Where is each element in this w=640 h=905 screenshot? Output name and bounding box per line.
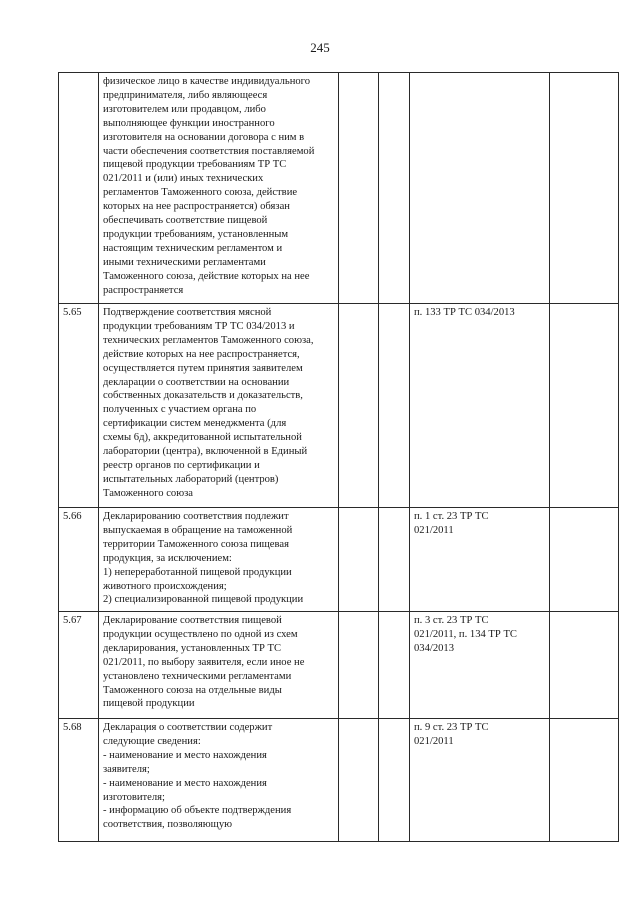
requirement-line: территории Таможенного союза пищевая	[103, 538, 289, 550]
requirement-line: физическое лицо в качестве индивидуального	[103, 76, 311, 87]
requirement-text	[99, 508, 339, 612]
requirement-line: реестр органов по сертификации и	[103, 459, 260, 471]
requirement-line: Декларация о соответствии содержит	[103, 722, 273, 733]
requirement-text	[99, 612, 339, 719]
requirement-line: действие которых на нее распространяется,	[103, 348, 300, 360]
requirement-line: 021/2011, по выбору заявителя, если иное не	[103, 656, 305, 668]
requirement-line: пищевой продукции	[103, 698, 195, 710]
reference-line: 021/2011, п. 134 ТР ТС	[414, 628, 517, 640]
empty-cell	[339, 612, 379, 719]
requirement-line: продукции требованиям, установленным	[103, 228, 289, 240]
item-number: 5.68	[59, 719, 99, 842]
requirement-line: Таможенного союза, действие которых на нее	[103, 270, 310, 282]
reference-line: 021/2011	[414, 524, 454, 536]
requirement-line: технических регламентов Таможенного союза,	[103, 334, 314, 346]
reference-cell	[410, 73, 550, 304]
empty-cell	[339, 73, 379, 304]
empty-cell	[550, 612, 619, 719]
requirement-line: полученных с участием органа по	[103, 404, 257, 416]
requirement-line: части обеспечения соответствия поставляемой	[103, 145, 315, 157]
requirement-line: которых на нее распространяется) обязан	[103, 201, 290, 213]
requirement-line: Таможенного союза	[103, 487, 193, 499]
item-number: 5.65	[59, 304, 99, 508]
requirement-line: распространяется	[103, 284, 184, 296]
empty-cell	[550, 73, 619, 304]
requirement-line: предпринимателя, либо являющееся	[103, 89, 268, 101]
empty-cell	[339, 508, 379, 612]
empty-cell	[550, 508, 619, 612]
requirement-line: выпускаемая в обращение на таможенной	[103, 524, 293, 536]
requirement-line: - наименование и место нахождения	[103, 777, 267, 789]
requirements-table	[58, 72, 619, 842]
empty-cell	[550, 304, 619, 508]
reference-cell	[410, 508, 550, 612]
requirement-line: декларации о соответствии на основании	[103, 376, 290, 388]
table-row	[59, 73, 619, 304]
reference-line: п. 3 ст. 23 ТР ТС	[414, 615, 489, 626]
table-row	[59, 304, 619, 508]
requirement-line: следующие сведения:	[103, 735, 201, 747]
requirement-line: лаборатории (центра), включенной в Единый	[103, 446, 308, 458]
table-row	[59, 719, 619, 842]
empty-cell	[379, 719, 410, 842]
requirement-line: Декларированию соответствия подлежит	[103, 511, 289, 522]
empty-cell	[550, 719, 619, 842]
requirement-line: настоящим техническим регламентом и	[103, 242, 283, 254]
requirement-line: изготовителем или продавцом, либо	[103, 103, 266, 115]
requirement-line: Таможенного союза на отдельные виды	[103, 684, 282, 696]
reference-cell	[410, 304, 550, 508]
table-row	[59, 612, 619, 719]
requirement-line: 1) непереработанной пищевой продукции	[103, 566, 292, 578]
empty-cell	[379, 304, 410, 508]
reference-line: 034/2013	[414, 642, 455, 654]
item-number: 5.67	[59, 612, 99, 719]
requirement-line: установлено техническими регламентами	[103, 670, 292, 682]
requirement-line: собственных доказательств и доказательств,	[103, 390, 303, 402]
requirement-line: соответствия, позволяющую	[103, 819, 233, 831]
page-number: 245	[310, 40, 330, 55]
requirement-line: пищевой продукции требованиям ТР ТС	[103, 159, 287, 171]
requirement-line: продукции требованиям ТР ТС 034/2013 и	[103, 320, 295, 332]
reference-line: п. 9 ст. 23 ТР ТС	[414, 722, 489, 733]
reference-line: п. 133 ТР ТС 034/2013	[414, 307, 515, 318]
requirement-line: 021/2011 и (или) иных технических	[103, 173, 264, 185]
reference-line: п. 1 ст. 23 ТР ТС	[414, 511, 489, 522]
requirement-line: схемы 6д), аккредитованной испытательной	[103, 432, 302, 444]
requirement-line: продукция, за исключением:	[103, 552, 232, 564]
reference-cell	[410, 612, 550, 719]
reference-cell	[410, 719, 550, 842]
empty-cell	[339, 304, 379, 508]
requirement-line: иными техническими регламентами	[103, 256, 266, 268]
item-number: 5.66	[59, 508, 99, 612]
empty-cell	[339, 719, 379, 842]
requirement-line: - наименование и место нахождения	[103, 749, 267, 761]
requirement-line: сертификации систем менеджмента (для	[103, 418, 287, 430]
requirement-text	[99, 719, 339, 842]
reference-line: 021/2011	[414, 735, 454, 747]
requirement-text	[99, 304, 339, 508]
requirement-line: обеспечивать соответствие пищевой	[103, 215, 268, 227]
requirement-line: осуществляется путем принятия заявителем	[103, 362, 303, 374]
item-number	[59, 73, 99, 304]
requirement-line: выполняющее функции иностранного	[103, 117, 275, 129]
requirement-line: животного происхождения;	[103, 580, 227, 592]
empty-cell	[379, 508, 410, 612]
requirement-line: регламентов Таможенного союза, действие	[103, 187, 298, 199]
empty-cell	[379, 73, 410, 304]
requirement-line: Подтверждение соответствия мясной	[103, 307, 272, 318]
requirement-line: заявителя;	[103, 763, 150, 775]
requirement-line: продукции осуществлено по одной из схем	[103, 628, 298, 640]
table-row	[59, 508, 619, 612]
requirement-line: - информацию об объекте подтверждения	[103, 805, 292, 817]
requirement-text	[99, 73, 339, 304]
requirement-line: 2) специализированной пищевой продукции	[103, 594, 304, 606]
requirement-line: испытательных лабораторий (центров)	[103, 473, 279, 485]
empty-cell	[379, 612, 410, 719]
requirement-line: Декларирование соответствия пищевой	[103, 615, 282, 626]
requirement-line: декларирования, установленных ТР ТС	[103, 642, 282, 654]
requirement-line: изготовителя на основании договора с ним в	[103, 131, 305, 143]
requirement-line: изготовителя;	[103, 791, 165, 803]
